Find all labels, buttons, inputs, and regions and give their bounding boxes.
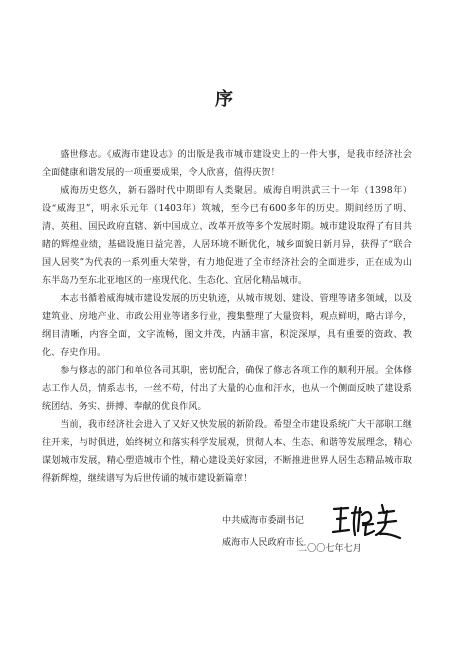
paragraph-2: 威海历史悠久，新石器时代中期即有人类聚居。威海自明洪武三十一年（1398年）设“威海卫”，明永乐元年（1403年）筑城，至今已有600多年的历史。期间经历了明、清、英租、国民政府直辖、新中国成立、改革开放等多个发展时期。城市建设取得了有目共睹的辉煌业绩，基础设施日益完善，人居环境不断优化，城乡面貌日新月异，获得了“联合国人居奖”为代表的一系列重大荣誉，有力地促进了全市经济社会的全面进步，正在成为山东半岛乃至东北亚地区的一座现代化、生态化、宜居化精品城市。	[42, 186, 412, 286]
signer-title-government: 威海市人民政府市长	[222, 538, 304, 548]
paragraph-5: 当前，我市经济社会进入了又好又快发展的新阶段。希望全市建设系统广大干部职工继往开来，与时俱进，始终树立和落实科学发展观，贯彻人本、生态、和谐等发展理念，精心谋划城市发展，精心塑造城市个性，精心建设美好家园，不断推进世界人居生态精品城市取得新辉煌，继续谱写为后世传诵的城市建设新篇章！	[42, 420, 412, 484]
paragraph-3: 本志书循着威海城市建设发展的历史轨迹，从城市规划、建设、管理等诸多领域，以及建筑业、房地产业、市政公用业等诸多行业，搜集整理了大量资料，观点鲜明，略古详今，纲目清晰，内容全面，文字流畅，图文并茂，内涵丰富，积淀深厚，具有重要的资政、教化、存史作用。	[42, 294, 412, 358]
date: 二〇〇七年七月	[298, 544, 362, 554]
page-title: 序	[215, 89, 235, 110]
handwritten-signature	[330, 501, 402, 541]
paragraph-4: 参与修志的部门和单位各司其职，密切配合，确保了修志各项工作的顺利开展。全体修志工作人员，情系志书，一丝不苟，付出了大量的心血和汗水，也从一个侧面反映了建设系统团结、务实、拼搏、奉献的优良作风。	[42, 366, 412, 412]
paragraph-1: 盛世修志。《威海市建设志》的出版是我市城市建设史上的一件大事，是我市经济社会全面健康和谐发展的一项重要成果，令人欣喜，值得庆贺！	[42, 150, 412, 178]
signature-block	[222, 510, 304, 554]
preface-body	[42, 146, 412, 488]
signer-title-party: 中共威海市委副书记	[222, 516, 304, 526]
